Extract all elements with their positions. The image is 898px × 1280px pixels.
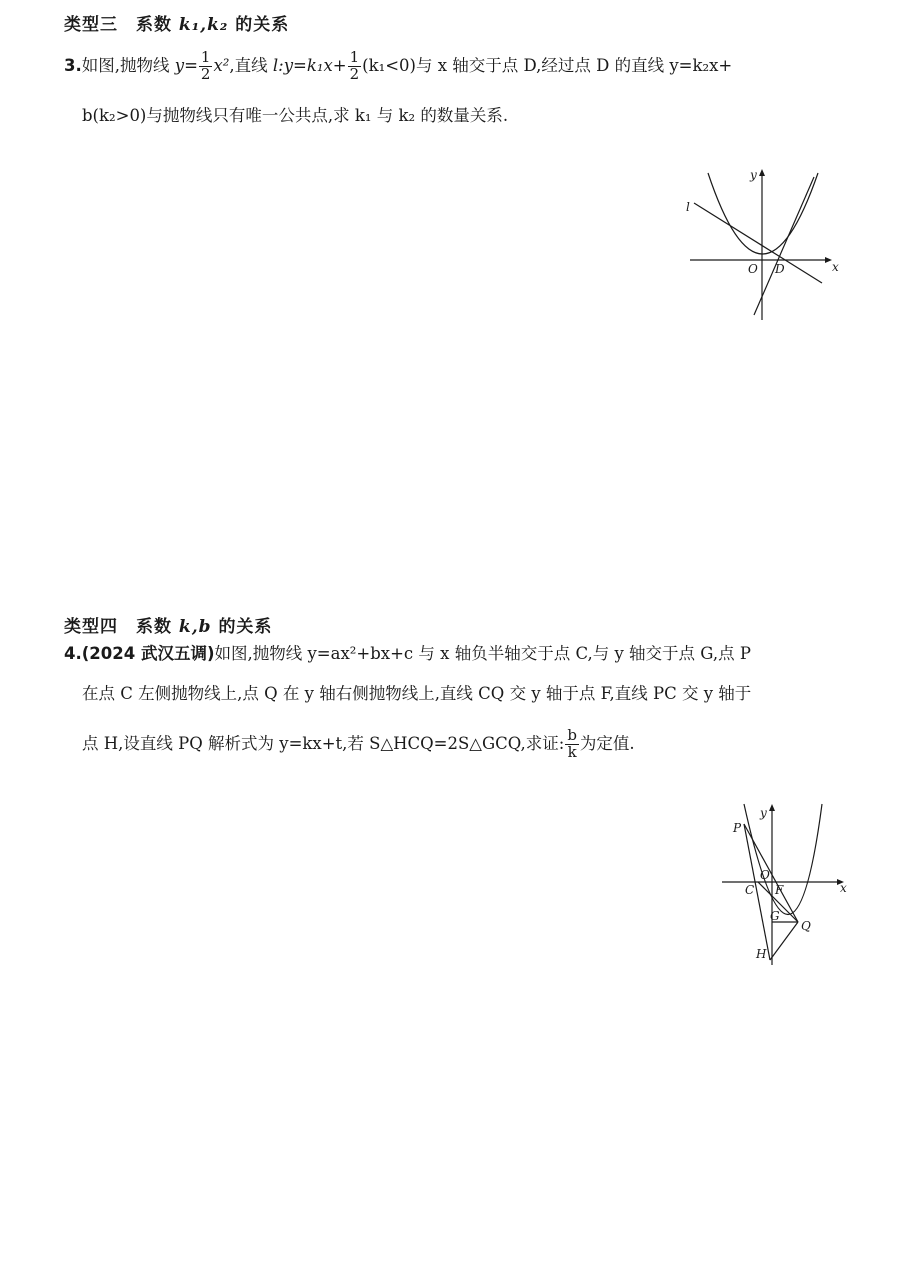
problem4-line3: 点 H,设直线 PQ 解析式为 y=kx+t,若 S△HCQ=2S△GCQ,求证: $\frac{b}{k}$ 为定值.: [82, 726, 635, 761]
label-x: x: [840, 881, 847, 895]
type3-heading: 类型三 系数 k₁,k₂ 的关系: [64, 15, 290, 35]
label-x: x: [832, 260, 839, 274]
figure4-diagram: [720, 800, 860, 970]
problem3-line1: 3.如图,抛物线 y= $\frac{1}{2}$ x²,直线 l:y=k₁x+ $\frac{1}{2}$ (k₁<0)与 x 轴交于点 D,经过点 D 的直线 y=k₂x+: [64, 48, 733, 83]
parabola-curve: [744, 804, 822, 915]
line-PQ: [744, 824, 798, 922]
fraction-half: $\frac{1}{2}$: [349, 48, 360, 83]
label-D: D: [775, 262, 785, 276]
label-O: O: [748, 262, 758, 276]
label-H: H: [756, 947, 767, 961]
label-y: y: [760, 806, 767, 820]
y-axis-arrow: [769, 804, 775, 811]
figure3-diagram: [680, 165, 850, 325]
label-O: O: [760, 868, 770, 882]
label-C: C: [745, 883, 755, 897]
label-P: P: [733, 821, 742, 835]
line-l: [694, 203, 822, 283]
problem4-source: (2024 武汉五调): [81, 644, 215, 663]
problem4-line1: 4.(2024 武汉五调)如图,抛物线 y=ax²+bx+c 与 x 轴负半轴交于点 C,与 y 轴交于点 G,点 P: [64, 644, 751, 663]
problem3-number: 3.: [64, 55, 82, 75]
label-F: F: [775, 883, 784, 897]
fraction-b-over-k: $\frac{b}{k}$: [567, 726, 577, 761]
fraction-half: $\frac{1}{2}$: [200, 48, 211, 83]
type4-heading: 类型四 系数 k,b 的关系: [64, 617, 273, 637]
label-G: G: [770, 909, 780, 923]
y-axis-arrow: [759, 169, 765, 176]
label-y: y: [750, 168, 757, 182]
line-HQ: [770, 922, 798, 960]
label-l: l: [686, 200, 690, 214]
x-axis-arrow: [825, 257, 832, 263]
parabola-curve: [708, 173, 818, 254]
problem4-number: 4.: [64, 644, 82, 663]
label-Q: Q: [801, 919, 811, 933]
problem3-line2: b(k₂>0)与抛物线只有唯一公共点,求 k₁ 与 k₂ 的数量关系.: [82, 106, 509, 125]
problem4-line2: 在点 C 左侧抛物线上,点 Q 在 y 轴右侧抛物线上,直线 CQ 交 y 轴于点 F,直线 PC 交 y 轴于: [82, 684, 752, 703]
